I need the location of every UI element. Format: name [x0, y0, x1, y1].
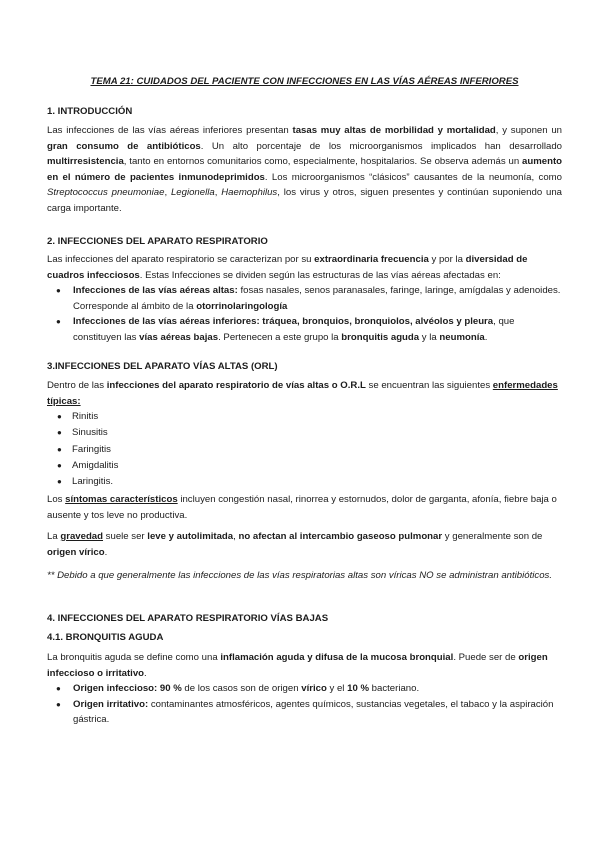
section-4-1-heading: 4.1. BRONQUITIS AGUDA	[47, 632, 164, 643]
symptoms-paragraph: Los síntomas característicos incluyen congestión nasal, rinorrea y estornudos, dolor de garganta, afonía, fiebre baja o ausente y tos leve no productiva.	[47, 494, 557, 521]
section-2-paragraph: Las infecciones del aparato respiratorio se caracterizan por su extraordinaria frecuencia y por la diversidad de cuadros infecciosos. Estas Infecciones se dividen según las estructuras de las vías aéreas afectadas en:	[47, 254, 528, 281]
bronchitis-origin-list	[47, 681, 562, 728]
list-item: ● Rinitis	[47, 409, 562, 425]
antibiotics-note: ** Debido a que generalmente las infecciones de las vías respiratorias altas son víricas NO se administran antibióticos.	[47, 570, 552, 581]
section-2-list	[47, 283, 562, 345]
section-1-heading: 1. INTRODUCCIÓN	[47, 106, 133, 117]
list-item: ● Laringitis.	[47, 474, 562, 490]
section-3-heading: 3.INFECCIONES DEL APARATO VÍAS ALTAS (ORL)	[47, 361, 278, 372]
section-1-paragraph: Las infecciones de las vías aéreas inferiores presentan tasas muy altas de morbilidad y mortalidad, y suponen un gran consumo de antibióticos. Un alto porcentaje de los microorganismos implicados han desarrollado multirresistencia, tanto en entornos comunitarios como, especialmente, hospitalarios. Se observa además un aumento en el número de pacientes inmunodeprimidos. Los microorganismos “clásicos” causantes de la neumonía, como Streptococcus pneumoniae, Legionella, Haemophilus, los virus y otros, siguen presentes y continúan suponiendo una carga importante.	[47, 125, 563, 214]
section-3-intro: Dentro de las infecciones del aparato respiratorio de vías altas o O.R.L se encuentran las siguientes enfermedades típicas:	[47, 380, 558, 407]
list-item: ● Infecciones de las vías aéreas altas: fosas nasales, senos paranasales, faringe, laringe, amígdalas y adenoides. Corresponde al ámbito de la otorrinolaringología	[47, 283, 562, 314]
section-4-heading: 4. INFECCIONES DEL APARATO RESPIRATORIO VÍAS BAJAS	[47, 613, 329, 624]
list-item: ● Origen irritativo: contaminantes atmosféricos, agentes químicos, sustancias vegetales, el tabaco y la aspiración gástrica.	[47, 697, 562, 728]
severity-paragraph: La gravedad suele ser leve y autolimitada, no afectan al intercambio gaseoso pulmonar y generalmente son de origen vírico.	[47, 531, 543, 558]
bronchitis-paragraph: La bronquitis aguda se define como una inflamación aguda y difusa de la mucosa bronquial. Puede ser de origen infeccioso o irritativo.	[47, 652, 548, 679]
list-item: ● Infecciones de las vías aéreas inferiores: tráquea, bronquios, bronquiolos, alvéolos y pleura, que constituyen las vías aéreas bajas. Pertenecen a este grupo la bronquitis aguda y la neumonía.	[47, 314, 562, 345]
document-title: TEMA 21: CUIDADOS DEL PACIENTE CON INFECCIONES EN LAS VÍAS AÉREAS INFERIORES	[90, 76, 519, 87]
list-item: ● Sinusitis	[47, 425, 562, 441]
list-item: ● Origen infeccioso: 90 % de los casos son de origen vírico y el 10 % bacteriano.	[47, 681, 562, 697]
diseases-list	[47, 409, 562, 490]
list-item: ● Amigdalitis	[47, 458, 562, 474]
section-2-heading: 2. INFECCIONES DEL APARATO RESPIRATORIO	[47, 236, 268, 247]
list-item: ● Faringitis	[47, 442, 562, 458]
